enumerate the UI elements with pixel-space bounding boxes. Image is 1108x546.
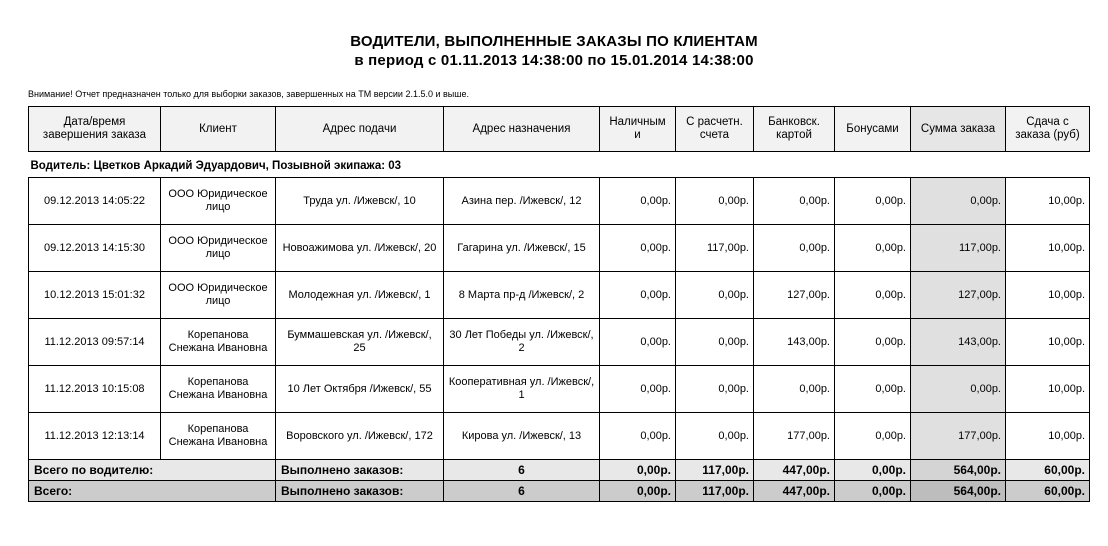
grand-total-row bbox=[29, 481, 1090, 502]
col-header-bonus bbox=[835, 107, 911, 152]
cell-account: 117,00р. bbox=[676, 225, 754, 272]
driver-total-orders-label: Выполнено заказов: bbox=[276, 460, 444, 481]
cell-client: ООО Юридическое лицо bbox=[161, 225, 276, 272]
cell-card: 0,00р. bbox=[754, 178, 835, 225]
cell-cash: 0,00р. bbox=[600, 366, 676, 413]
cell-client: ООО Юридическое лицо bbox=[161, 272, 276, 319]
cell-order-total: 127,00р. bbox=[911, 272, 1006, 319]
cell-change: 10,00р. bbox=[1006, 178, 1090, 225]
table-row bbox=[29, 413, 1090, 460]
col-header-datetime-l1: Дата/время bbox=[63, 116, 126, 128]
report-notice: Внимание! Отчет предназначен только для выборки заказов, завершенных на ТМ версии 2.1.5.0 и выше. bbox=[28, 89, 469, 99]
col-header-bonus-l1: Бонусами bbox=[846, 122, 899, 135]
col-header-order-total bbox=[911, 107, 1006, 152]
cell-destination: 8 Марта пр-д /Ижевск/, 2 bbox=[444, 272, 600, 319]
cell-client: Корепанова Снежана Ивановна bbox=[161, 366, 276, 413]
driver-total-orders-count: 6 bbox=[444, 460, 600, 481]
cell-change: 10,00р. bbox=[1006, 319, 1090, 366]
col-header-account-l1: С расчетн. bbox=[686, 116, 743, 128]
cell-bonus: 0,00р. bbox=[835, 225, 911, 272]
cell-destination: Азина пер. /Ижевск/, 12 bbox=[444, 178, 600, 225]
grand-total-change: 60,00р. bbox=[1006, 481, 1090, 502]
cell-change: 10,00р. bbox=[1006, 413, 1090, 460]
cell-pickup: Труда ул. /Ижевск/, 10 bbox=[276, 178, 444, 225]
report-title bbox=[0, 0, 1108, 70]
cell-bonus: 0,00р. bbox=[835, 319, 911, 366]
col-header-account-l2: счета bbox=[699, 129, 730, 141]
cell-change: 10,00р. bbox=[1006, 366, 1090, 413]
cell-bonus: 0,00р. bbox=[835, 272, 911, 319]
driver-group-row bbox=[29, 158, 1090, 178]
grand-total-bonus: 0,00р. bbox=[835, 481, 911, 502]
col-header-pickup bbox=[276, 107, 444, 152]
grand-total-orders-count: 6 bbox=[444, 481, 600, 502]
grand-total-sum: 564,00р. bbox=[911, 481, 1006, 502]
driver-group-label: Водитель: Цветков Аркадий Эдуардович, Позывной экипажа: 03 bbox=[30, 160, 402, 172]
cell-cash: 0,00р. bbox=[600, 319, 676, 366]
cell-account: 0,00р. bbox=[676, 413, 754, 460]
cell-order-total: 143,00р. bbox=[911, 319, 1006, 366]
col-header-order-total-l1: Сумма заказа bbox=[920, 122, 996, 135]
driver-total-change: 60,00р. bbox=[1006, 460, 1090, 481]
cell-destination: Кооперативная ул. /Ижевск/, 1 bbox=[444, 366, 600, 413]
cell-order-total: 177,00р. bbox=[911, 413, 1006, 460]
cell-datetime: 10.12.2013 15:01:32 bbox=[29, 272, 161, 319]
col-header-change bbox=[1006, 107, 1090, 152]
cell-card: 177,00р. bbox=[754, 413, 835, 460]
cell-change: 10,00р. bbox=[1006, 225, 1090, 272]
report-title-line2: в период с 01.11.2013 14:38:00 по 15.01.2014 14:38:00 bbox=[354, 52, 754, 69]
cell-account: 0,00р. bbox=[676, 366, 754, 413]
grand-total-account: 117,00р. bbox=[676, 481, 754, 502]
table-row bbox=[29, 225, 1090, 272]
col-header-pickup-l1: Адрес подачи bbox=[322, 122, 397, 135]
cell-account: 0,00р. bbox=[676, 272, 754, 319]
cell-bonus: 0,00р. bbox=[835, 366, 911, 413]
cell-card: 127,00р. bbox=[754, 272, 835, 319]
col-header-card bbox=[754, 107, 835, 152]
cell-cash: 0,00р. bbox=[600, 178, 676, 225]
driver-total-row bbox=[29, 460, 1090, 481]
cell-destination: 30 Лет Победы ул. /Ижевск/, 2 bbox=[444, 319, 600, 366]
driver-total-sum: 564,00р. bbox=[911, 460, 1006, 481]
driver-total-cash: 0,00р. bbox=[600, 460, 676, 481]
cell-datetime: 09.12.2013 14:15:30 bbox=[29, 225, 161, 272]
col-header-change-l1: Сдача с bbox=[1026, 116, 1069, 128]
cell-datetime: 11.12.2013 09:57:14 bbox=[29, 319, 161, 366]
cell-pickup: Воровского ул. /Ижевск/, 172 bbox=[276, 413, 444, 460]
table-row bbox=[29, 366, 1090, 413]
cell-order-total: 117,00р. bbox=[911, 225, 1006, 272]
cell-client: Корепанова Снежана Ивановна bbox=[161, 319, 276, 366]
cell-destination: Гагарина ул. /Ижевск/, 15 bbox=[444, 225, 600, 272]
cell-card: 143,00р. bbox=[754, 319, 835, 366]
col-header-cash bbox=[600, 107, 676, 152]
cell-cash: 0,00р. bbox=[600, 225, 676, 272]
col-header-card-l1: Банковск. bbox=[768, 116, 820, 128]
col-header-change-l2: заказа (руб) bbox=[1015, 129, 1080, 141]
cell-change: 10,00р. bbox=[1006, 272, 1090, 319]
col-header-card-l2: картой bbox=[776, 129, 812, 141]
report-title-line1: ВОДИТЕЛИ, ВЫПОЛНЕННЫЕ ЗАКАЗЫ ПО КЛИЕНТАМ bbox=[350, 33, 758, 50]
cell-bonus: 0,00р. bbox=[835, 178, 911, 225]
grand-total-orders-label: Выполнено заказов: bbox=[276, 481, 444, 502]
col-header-client-l1: Клиент bbox=[199, 122, 237, 135]
orders-table bbox=[28, 106, 1090, 502]
table-row bbox=[29, 319, 1090, 366]
col-header-destination bbox=[444, 107, 600, 152]
cell-card: 0,00р. bbox=[754, 366, 835, 413]
col-header-datetime-l2: завершения заказа bbox=[42, 129, 147, 141]
col-header-destination-l1: Адрес назначения bbox=[472, 122, 571, 135]
cell-datetime: 09.12.2013 14:05:22 bbox=[29, 178, 161, 225]
table-header-row bbox=[29, 107, 1090, 152]
cell-client: Корепанова Снежана Ивановна bbox=[161, 413, 276, 460]
cell-datetime: 11.12.2013 10:15:08 bbox=[29, 366, 161, 413]
driver-total-account: 117,00р. bbox=[676, 460, 754, 481]
driver-total-card: 447,00р. bbox=[754, 460, 835, 481]
driver-total-label: Всего по водителю: bbox=[29, 460, 276, 481]
grand-total-card: 447,00р. bbox=[754, 481, 835, 502]
cell-account: 0,00р. bbox=[676, 178, 754, 225]
report-table-container bbox=[28, 106, 1083, 502]
col-header-cash-l2: и bbox=[634, 129, 641, 141]
grand-total-cash: 0,00р. bbox=[600, 481, 676, 502]
cell-pickup: Новоажимова ул. /Ижевск/, 20 bbox=[276, 225, 444, 272]
cell-account: 0,00р. bbox=[676, 319, 754, 366]
grand-total-label: Всего: bbox=[29, 481, 276, 502]
cell-client: ООО Юридическое лицо bbox=[161, 178, 276, 225]
cell-pickup: Буммашевская ул. /Ижевск/, 25 bbox=[276, 319, 444, 366]
cell-pickup: Молодежная ул. /Ижевск/, 1 bbox=[276, 272, 444, 319]
col-header-datetime bbox=[29, 107, 161, 152]
table-header bbox=[29, 107, 1090, 152]
driver-total-bonus: 0,00р. bbox=[835, 460, 911, 481]
col-header-cash-l1: Наличным bbox=[609, 116, 666, 128]
cell-card: 0,00р. bbox=[754, 225, 835, 272]
cell-bonus: 0,00р. bbox=[835, 413, 911, 460]
cell-order-total: 0,00р. bbox=[911, 366, 1006, 413]
table-row bbox=[29, 272, 1090, 319]
cell-destination: Кирова ул. /Ижевск/, 13 bbox=[444, 413, 600, 460]
table-row bbox=[29, 178, 1090, 225]
col-header-account bbox=[676, 107, 754, 152]
cell-pickup: 10 Лет Октября /Ижевск/, 55 bbox=[276, 366, 444, 413]
cell-order-total: 0,00р. bbox=[911, 178, 1006, 225]
col-header-client bbox=[161, 107, 276, 152]
cell-cash: 0,00р. bbox=[600, 272, 676, 319]
cell-cash: 0,00р. bbox=[600, 413, 676, 460]
cell-datetime: 11.12.2013 12:13:14 bbox=[29, 413, 161, 460]
table-body bbox=[29, 152, 1090, 502]
